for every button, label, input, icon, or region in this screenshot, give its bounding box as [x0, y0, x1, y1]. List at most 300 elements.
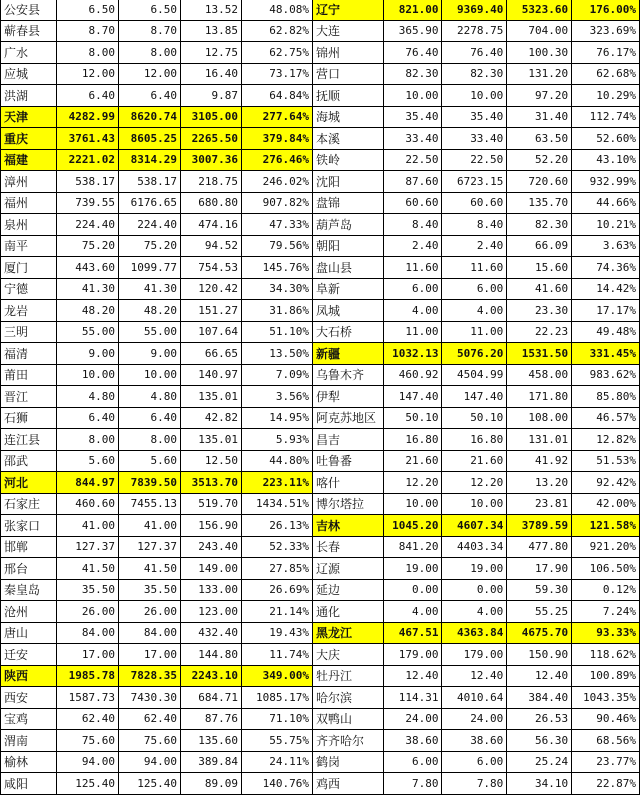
cell-value-1: 48.20 — [57, 300, 119, 322]
cell-value-3: 135.01 — [181, 429, 242, 451]
cell-region-name: 迁安 — [1, 644, 57, 666]
cell-region-name: 盘锦 — [313, 192, 384, 214]
cell-value-2: 41.00 — [119, 515, 181, 537]
cell-value-3: 474.16 — [181, 214, 242, 236]
cell-value-2: 33.40 — [442, 128, 507, 150]
cell-value-1: 11.00 — [383, 321, 442, 343]
cell-value-3: 123.00 — [181, 601, 242, 623]
cell-value-2: 10.00 — [442, 493, 507, 515]
cell-percentage: 47.33% — [242, 214, 313, 236]
cell-value-3: 171.80 — [507, 386, 572, 408]
cell-region-name: 营口 — [313, 63, 384, 85]
table-row — [1, 493, 313, 515]
cell-value-2: 5.60 — [119, 450, 181, 472]
cell-value-2: 41.50 — [119, 558, 181, 580]
cell-value-3: 52.20 — [507, 149, 572, 171]
table-row — [313, 708, 640, 730]
cell-value-1: 6.00 — [383, 278, 442, 300]
cell-region-name: 沈阳 — [313, 171, 384, 193]
cell-region-name: 榆林 — [1, 751, 57, 773]
table-row — [1, 192, 313, 214]
cell-percentage: 51.10% — [242, 321, 313, 343]
cell-value-1: 3761.43 — [57, 128, 119, 150]
cell-percentage: 7.09% — [242, 364, 313, 386]
cell-value-3: 108.00 — [507, 407, 572, 429]
cell-region-name: 盘山县 — [313, 257, 384, 279]
cell-value-1: 841.20 — [383, 536, 442, 558]
cell-percentage: 17.17% — [572, 300, 640, 322]
cell-value-3: 55.25 — [507, 601, 572, 623]
cell-value-1: 55.00 — [57, 321, 119, 343]
cell-value-2: 538.17 — [119, 171, 181, 193]
table-row — [313, 321, 640, 343]
cell-region-name: 福州 — [1, 192, 57, 214]
table-row — [1, 601, 313, 623]
table-row — [1, 687, 313, 709]
cell-region-name: 天津 — [1, 106, 57, 128]
cell-value-1: 38.60 — [383, 730, 442, 752]
cell-value-2: 6.00 — [442, 278, 507, 300]
cell-value-1: 8.00 — [57, 429, 119, 451]
cell-percentage: 3.56% — [242, 386, 313, 408]
cell-value-3: 3789.59 — [507, 515, 572, 537]
table-row — [313, 42, 640, 64]
cell-value-3: 107.64 — [181, 321, 242, 343]
cell-region-name: 阜新 — [313, 278, 384, 300]
table-row — [313, 364, 640, 386]
cell-value-2: 11.60 — [442, 257, 507, 279]
table-row — [313, 773, 640, 795]
cell-percentage: 64.84% — [242, 85, 313, 107]
table-row — [1, 42, 313, 64]
cell-value-3: 59.30 — [507, 579, 572, 601]
cell-value-1: 41.30 — [57, 278, 119, 300]
cell-value-3: 26.53 — [507, 708, 572, 730]
cell-value-2: 75.60 — [119, 730, 181, 752]
cell-value-2: 4607.34 — [442, 515, 507, 537]
cell-percentage: 11.74% — [242, 644, 313, 666]
cell-value-1: 538.17 — [57, 171, 119, 193]
cell-value-3: 720.60 — [507, 171, 572, 193]
cell-percentage: 323.69% — [572, 20, 640, 42]
cell-value-1: 10.00 — [383, 493, 442, 515]
cell-region-name: 辽源 — [313, 558, 384, 580]
table-row — [1, 278, 313, 300]
cell-value-1: 467.51 — [383, 622, 442, 644]
table-row — [313, 149, 640, 171]
cell-value-3: 140.97 — [181, 364, 242, 386]
cell-value-1: 460.60 — [57, 493, 119, 515]
cell-value-2: 12.00 — [119, 63, 181, 85]
cell-region-name: 石家庄 — [1, 493, 57, 515]
cell-value-1: 26.00 — [57, 601, 119, 623]
cell-region-name: 长春 — [313, 536, 384, 558]
cell-percentage: 26.69% — [242, 579, 313, 601]
cell-value-3: 13.52 — [181, 0, 242, 20]
cell-value-3: 66.65 — [181, 343, 242, 365]
cell-value-3: 389.84 — [181, 751, 242, 773]
cell-value-2: 179.00 — [442, 644, 507, 666]
cell-region-name: 洪湖 — [1, 85, 57, 107]
cell-value-1: 1985.78 — [57, 665, 119, 687]
cell-value-1: 4.00 — [383, 300, 442, 322]
table-row — [1, 321, 313, 343]
cell-value-2: 62.40 — [119, 708, 181, 730]
cell-region-name: 邵武 — [1, 450, 57, 472]
cell-value-3: 4675.70 — [507, 622, 572, 644]
cell-region-name: 晋江 — [1, 386, 57, 408]
cell-value-2: 94.00 — [119, 751, 181, 773]
cell-value-2: 127.37 — [119, 536, 181, 558]
cell-value-1: 127.37 — [57, 536, 119, 558]
cell-percentage: 13.50% — [242, 343, 313, 365]
cell-value-1: 75.20 — [57, 235, 119, 257]
cell-region-name: 龙岩 — [1, 300, 57, 322]
table-row — [1, 343, 313, 365]
cell-value-1: 87.60 — [383, 171, 442, 193]
cell-region-name: 延边 — [313, 579, 384, 601]
cell-percentage: 145.76% — [242, 257, 313, 279]
cell-value-2: 2278.75 — [442, 20, 507, 42]
cell-region-name: 锦州 — [313, 42, 384, 64]
cell-percentage: 90.46% — [572, 708, 640, 730]
cell-value-1: 84.00 — [57, 622, 119, 644]
table-row-province — [313, 622, 640, 644]
cell-value-3: 56.30 — [507, 730, 572, 752]
cell-value-2: 147.40 — [442, 386, 507, 408]
cell-value-3: 23.81 — [507, 493, 572, 515]
cell-percentage: 68.56% — [572, 730, 640, 752]
cell-region-name: 通化 — [313, 601, 384, 623]
cell-value-2: 1099.77 — [119, 257, 181, 279]
cell-value-2: 7430.30 — [119, 687, 181, 709]
cell-value-3: 13.20 — [507, 472, 572, 494]
cell-percentage: 12.82% — [572, 429, 640, 451]
cell-value-2: 8605.25 — [119, 128, 181, 150]
table-row — [1, 622, 313, 644]
cell-region-name: 海城 — [313, 106, 384, 128]
cell-region-name: 大石桥 — [313, 321, 384, 343]
cell-region-name: 厦门 — [1, 257, 57, 279]
table-row — [313, 644, 640, 666]
cell-value-1: 2.40 — [383, 235, 442, 257]
cell-value-3: 1531.50 — [507, 343, 572, 365]
cell-value-3: 151.27 — [181, 300, 242, 322]
cell-percentage: 46.57% — [572, 407, 640, 429]
cell-value-2: 16.80 — [442, 429, 507, 451]
cell-value-3: 25.24 — [507, 751, 572, 773]
table-row — [313, 20, 640, 42]
cell-region-name: 伊犁 — [313, 386, 384, 408]
cell-percentage: 42.00% — [572, 493, 640, 515]
right-data-table — [312, 0, 640, 795]
cell-value-3: 12.75 — [181, 42, 242, 64]
cell-value-2: 4.00 — [442, 300, 507, 322]
table-row — [1, 579, 313, 601]
cell-percentage: 43.10% — [572, 149, 640, 171]
cell-region-name: 张家口 — [1, 515, 57, 537]
table-row — [1, 63, 313, 85]
cell-value-3: 15.60 — [507, 257, 572, 279]
cell-region-name: 昌吉 — [313, 429, 384, 451]
cell-percentage: 71.10% — [242, 708, 313, 730]
table-row — [313, 429, 640, 451]
cell-region-name: 阿克苏地区 — [313, 407, 384, 429]
cell-value-1: 9.00 — [57, 343, 119, 365]
cell-region-name: 朝阳 — [313, 235, 384, 257]
cell-percentage: 55.75% — [242, 730, 313, 752]
cell-value-3: 680.80 — [181, 192, 242, 214]
table-row — [313, 407, 640, 429]
cell-value-2: 4.80 — [119, 386, 181, 408]
cell-value-1: 4282.99 — [57, 106, 119, 128]
table-row — [313, 300, 640, 322]
cell-value-3: 149.00 — [181, 558, 242, 580]
cell-value-3: 477.80 — [507, 536, 572, 558]
cell-value-3: 63.50 — [507, 128, 572, 150]
cell-region-name: 宝鸡 — [1, 708, 57, 730]
table-row — [1, 773, 313, 795]
table-row-province — [313, 0, 640, 20]
cell-percentage: 5.93% — [242, 429, 313, 451]
cell-percentage: 26.13% — [242, 515, 313, 537]
cell-value-3: 458.00 — [507, 364, 572, 386]
cell-value-3: 156.90 — [181, 515, 242, 537]
cell-value-2: 76.40 — [442, 42, 507, 64]
cell-value-3: 9.87 — [181, 85, 242, 107]
left-data-table — [0, 0, 313, 795]
cell-value-3: 684.71 — [181, 687, 242, 709]
table-row — [313, 472, 640, 494]
cell-value-1: 7.80 — [383, 773, 442, 795]
table-row-province — [1, 149, 313, 171]
table-row — [313, 751, 640, 773]
table-row — [1, 515, 313, 537]
cell-percentage: 140.76% — [242, 773, 313, 795]
cell-region-name: 河北 — [1, 472, 57, 494]
cell-percentage: 51.53% — [572, 450, 640, 472]
cell-region-name: 唐山 — [1, 622, 57, 644]
cell-value-1: 12.00 — [57, 63, 119, 85]
cell-percentage: 331.45% — [572, 343, 640, 365]
cell-percentage: 14.95% — [242, 407, 313, 429]
table-row — [313, 386, 640, 408]
cell-value-2: 84.00 — [119, 622, 181, 644]
cell-value-2: 12.20 — [442, 472, 507, 494]
cell-value-2: 125.40 — [119, 773, 181, 795]
cell-region-name: 邯郸 — [1, 536, 57, 558]
cell-value-2: 8.00 — [119, 42, 181, 64]
cell-region-name: 哈尔滨 — [313, 687, 384, 709]
cell-value-2: 6.40 — [119, 85, 181, 107]
cell-value-2: 24.00 — [442, 708, 507, 730]
cell-percentage: 106.50% — [572, 558, 640, 580]
cell-region-name: 本溪 — [313, 128, 384, 150]
cell-value-1: 10.00 — [383, 85, 442, 107]
cell-percentage: 52.60% — [572, 128, 640, 150]
cell-value-3: 144.80 — [181, 644, 242, 666]
cell-region-name: 凤城 — [313, 300, 384, 322]
cell-value-3: 89.09 — [181, 773, 242, 795]
table-row — [313, 278, 640, 300]
cell-percentage: 76.17% — [572, 42, 640, 64]
cell-value-1: 6.40 — [57, 407, 119, 429]
cell-value-2: 4504.99 — [442, 364, 507, 386]
table-row — [313, 63, 640, 85]
cell-percentage: 93.33% — [572, 622, 640, 644]
cell-region-name: 漳州 — [1, 171, 57, 193]
cell-percentage: 22.87% — [572, 773, 640, 795]
cell-value-2: 7839.50 — [119, 472, 181, 494]
cell-value-3: 704.00 — [507, 20, 572, 42]
cell-value-1: 41.00 — [57, 515, 119, 537]
table-row — [313, 687, 640, 709]
cell-value-2: 11.00 — [442, 321, 507, 343]
cell-value-2: 50.10 — [442, 407, 507, 429]
cell-value-3: 12.40 — [507, 665, 572, 687]
cell-percentage: 10.21% — [572, 214, 640, 236]
cell-value-2: 224.40 — [119, 214, 181, 236]
cell-value-2: 4363.84 — [442, 622, 507, 644]
cell-value-3: 519.70 — [181, 493, 242, 515]
cell-value-2: 6.50 — [119, 0, 181, 20]
cell-value-1: 62.40 — [57, 708, 119, 730]
cell-value-3: 243.40 — [181, 536, 242, 558]
table-row — [1, 257, 313, 279]
cell-percentage: 100.89% — [572, 665, 640, 687]
cell-value-2: 41.30 — [119, 278, 181, 300]
cell-value-1: 17.00 — [57, 644, 119, 666]
table-row — [1, 364, 313, 386]
table-row — [1, 214, 313, 236]
cell-value-3: 23.30 — [507, 300, 572, 322]
cell-value-2: 26.00 — [119, 601, 181, 623]
cell-value-2: 12.40 — [442, 665, 507, 687]
table-row — [1, 644, 313, 666]
cell-region-name: 吐鲁番 — [313, 450, 384, 472]
cell-value-2: 21.60 — [442, 450, 507, 472]
table-row-province — [1, 472, 313, 494]
table-row-province — [1, 665, 313, 687]
cell-value-2: 82.30 — [442, 63, 507, 85]
cell-percentage: 92.42% — [572, 472, 640, 494]
cell-value-1: 224.40 — [57, 214, 119, 236]
cell-percentage: 19.43% — [242, 622, 313, 644]
cell-value-3: 120.42 — [181, 278, 242, 300]
cell-value-2: 4010.64 — [442, 687, 507, 709]
cell-percentage: 48.08% — [242, 0, 313, 20]
cell-value-1: 10.00 — [57, 364, 119, 386]
cell-percentage: 121.58% — [572, 515, 640, 537]
table-row — [313, 235, 640, 257]
cell-value-3: 82.30 — [507, 214, 572, 236]
cell-value-1: 0.00 — [383, 579, 442, 601]
table-row — [313, 214, 640, 236]
cell-percentage: 44.80% — [242, 450, 313, 472]
cell-value-1: 60.60 — [383, 192, 442, 214]
cell-region-name: 福建 — [1, 149, 57, 171]
cell-value-2: 6723.15 — [442, 171, 507, 193]
cell-value-3: 754.53 — [181, 257, 242, 279]
cell-value-2: 4.00 — [442, 601, 507, 623]
cell-value-2: 9369.40 — [442, 0, 507, 20]
left-table-body — [1, 0, 313, 794]
cell-value-3: 384.40 — [507, 687, 572, 709]
cell-value-2: 2.40 — [442, 235, 507, 257]
cell-value-1: 147.40 — [383, 386, 442, 408]
cell-value-1: 8.00 — [57, 42, 119, 64]
cell-percentage: 223.11% — [242, 472, 313, 494]
cell-region-name: 黑龙江 — [313, 622, 384, 644]
cell-region-name: 吉林 — [313, 515, 384, 537]
cell-value-3: 133.00 — [181, 579, 242, 601]
cell-region-name: 大连 — [313, 20, 384, 42]
cell-value-2: 5076.20 — [442, 343, 507, 365]
cell-value-1: 443.60 — [57, 257, 119, 279]
table-row — [313, 171, 640, 193]
table-row-province — [1, 128, 313, 150]
cell-value-1: 50.10 — [383, 407, 442, 429]
cell-region-name: 应城 — [1, 63, 57, 85]
cell-value-2: 8.40 — [442, 214, 507, 236]
cell-region-name: 辽宁 — [313, 0, 384, 20]
cell-value-1: 125.40 — [57, 773, 119, 795]
cell-value-3: 135.01 — [181, 386, 242, 408]
table-row — [313, 665, 640, 687]
cell-value-2: 6.00 — [442, 751, 507, 773]
cell-region-name: 喀什 — [313, 472, 384, 494]
cell-percentage: 349.00% — [242, 665, 313, 687]
cell-value-3: 12.50 — [181, 450, 242, 472]
cell-value-3: 94.52 — [181, 235, 242, 257]
cell-value-1: 844.97 — [57, 472, 119, 494]
cell-percentage: 10.29% — [572, 85, 640, 107]
cell-value-3: 41.60 — [507, 278, 572, 300]
cell-value-2: 7828.35 — [119, 665, 181, 687]
cell-value-1: 22.50 — [383, 149, 442, 171]
cell-value-2: 75.20 — [119, 235, 181, 257]
table-row — [313, 579, 640, 601]
cell-value-3: 41.92 — [507, 450, 572, 472]
cell-value-1: 8.70 — [57, 20, 119, 42]
table-row — [313, 493, 640, 515]
cell-value-2: 4403.34 — [442, 536, 507, 558]
table-row-province — [1, 106, 313, 128]
cell-value-3: 66.09 — [507, 235, 572, 257]
cell-percentage: 85.80% — [572, 386, 640, 408]
cell-region-name: 鸡西 — [313, 773, 384, 795]
cell-region-name: 公安县 — [1, 0, 57, 20]
cell-value-3: 135.60 — [181, 730, 242, 752]
cell-value-2: 8.70 — [119, 20, 181, 42]
cell-percentage: 52.33% — [242, 536, 313, 558]
cell-value-3: 100.30 — [507, 42, 572, 64]
cell-region-name: 莆田 — [1, 364, 57, 386]
cell-value-2: 6.40 — [119, 407, 181, 429]
cell-value-1: 2221.02 — [57, 149, 119, 171]
cell-value-1: 821.00 — [383, 0, 442, 20]
cell-value-1: 16.80 — [383, 429, 442, 451]
cell-percentage: 246.02% — [242, 171, 313, 193]
cell-region-name: 西安 — [1, 687, 57, 709]
cell-value-1: 75.60 — [57, 730, 119, 752]
cell-region-name: 三明 — [1, 321, 57, 343]
cell-value-3: 22.23 — [507, 321, 572, 343]
cell-value-3: 150.90 — [507, 644, 572, 666]
table-row — [313, 558, 640, 580]
cell-value-2: 55.00 — [119, 321, 181, 343]
cell-value-2: 9.00 — [119, 343, 181, 365]
